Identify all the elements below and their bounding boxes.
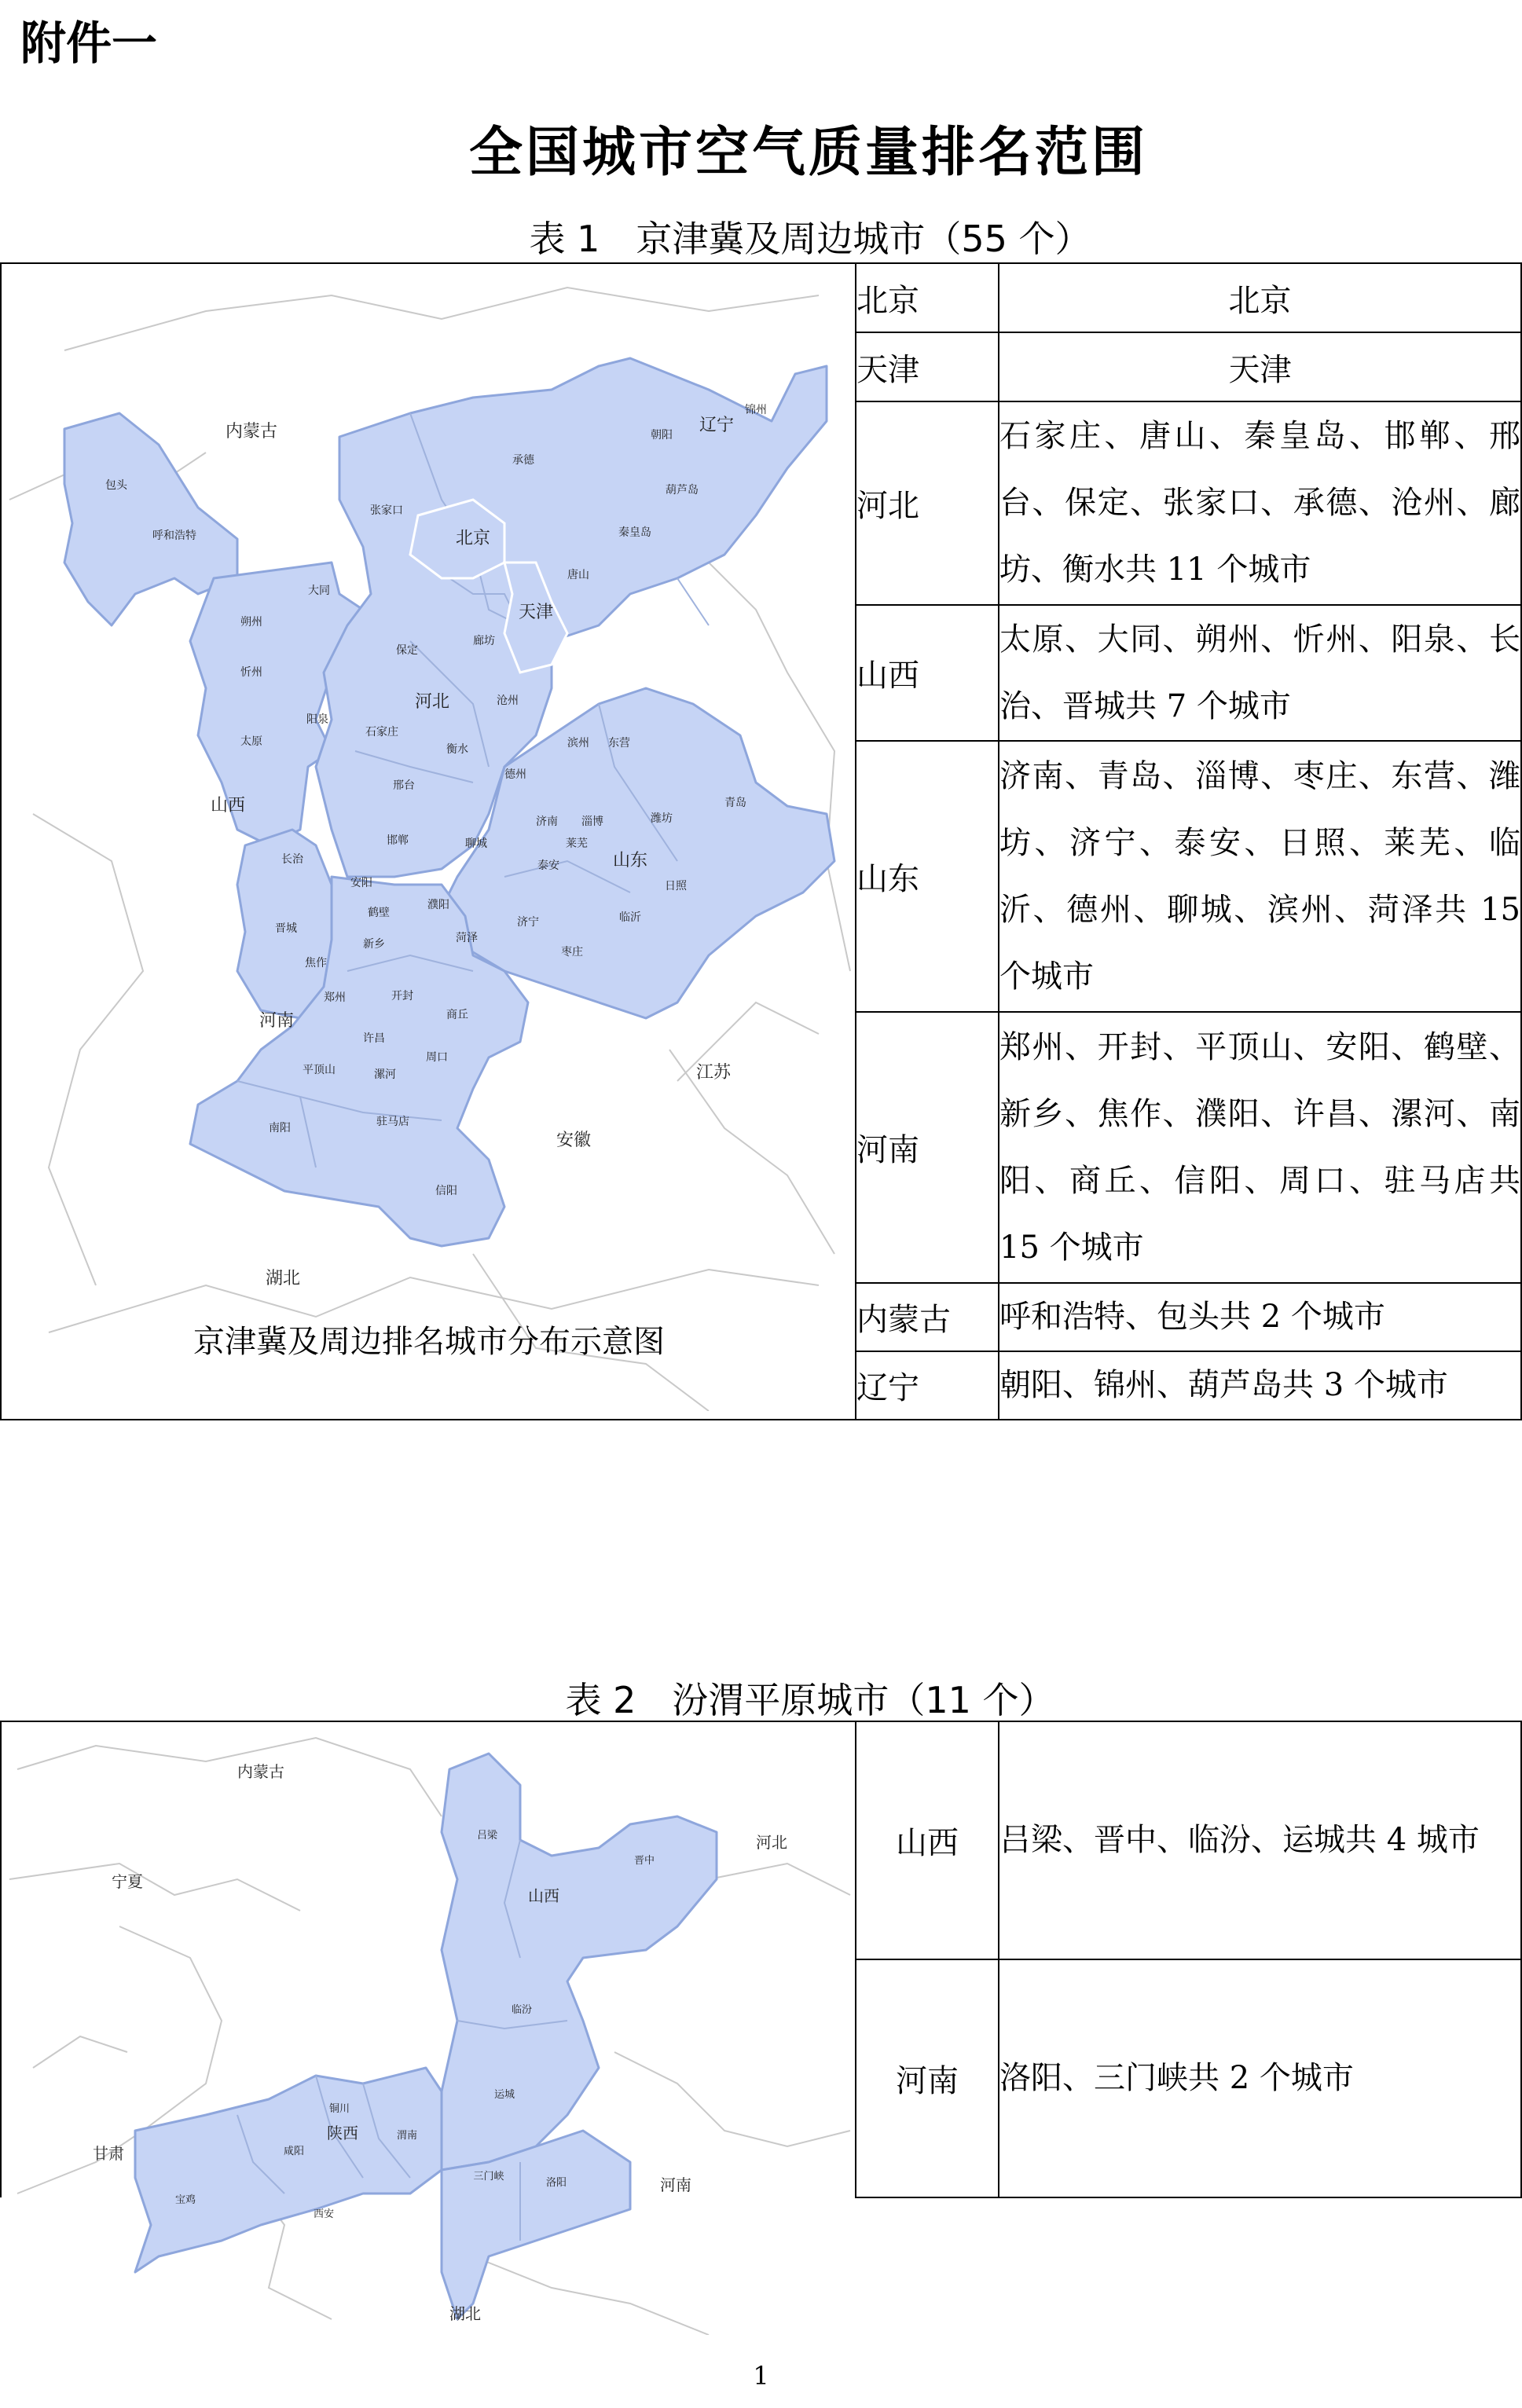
map-city-jinzhong: 晋中 <box>633 1855 655 1867</box>
map-city-taiyuan: 太原 <box>240 735 262 748</box>
map-city-luohe: 漯河 <box>374 1068 396 1081</box>
map-label-henan: 河南 <box>660 2175 691 2194</box>
province-cell: 内蒙古 <box>856 1283 999 1351</box>
map-label-neimenggu: 内蒙古 <box>225 422 278 442</box>
province-cell: 河北 <box>856 401 999 605</box>
map-city-baoji: 宝鸡 <box>174 2194 196 2206</box>
table2-caption: 表 2 汾渭平原城市（11 个） <box>565 1679 1055 1721</box>
map-city-jinan: 济南 <box>536 815 558 828</box>
region-shape-shanxi <box>442 1754 717 2170</box>
map-city-chaoyang: 朝阳 <box>651 429 673 442</box>
map-city-xinxiang: 新乡 <box>363 938 385 951</box>
map-city-taian: 泰安 <box>537 859 559 872</box>
table-row <box>1 1721 1521 1959</box>
fenwei-region-map <box>2 1722 856 2335</box>
map-city-weifang: 潍坊 <box>651 812 673 825</box>
map-label-anhui: 安徽 <box>556 1131 592 1150</box>
map-city-xinzhou: 忻州 <box>240 666 262 679</box>
map-city-tangshan: 唐山 <box>567 569 589 581</box>
map-city-xianyang: 咸阳 <box>283 2146 305 2157</box>
map-label-shandong: 山东 <box>612 851 648 870</box>
map-city-dongying: 东营 <box>608 737 630 750</box>
map-city-heze: 菏泽 <box>456 932 478 944</box>
cities-cell: 天津 <box>999 332 1521 401</box>
map-city-dezhou: 德州 <box>504 768 526 781</box>
map-label-ningxia: 宁夏 <box>112 1872 143 1891</box>
province-cell: 山东 <box>856 741 999 1012</box>
cities-cell: 北京 <box>999 263 1521 332</box>
map-city-zibo: 淄博 <box>581 815 603 828</box>
map-city-zhoukou: 周口 <box>426 1051 448 1064</box>
province-cell: 河南 <box>856 1959 999 2197</box>
map-city-weinan: 渭南 <box>396 2130 418 2142</box>
map-city-baoding: 保定 <box>396 644 418 657</box>
table-row <box>1 263 1521 332</box>
map-city-baotou: 包头 <box>105 479 127 492</box>
map-label-shanxi: 山西 <box>210 796 246 815</box>
map-city-zaozhuang: 枣庄 <box>561 946 583 958</box>
province-cell: 北京 <box>856 263 999 332</box>
map-label-henan: 河南 <box>259 1011 295 1031</box>
map-city-yangquan: 阳泉 <box>306 713 328 726</box>
cities-cell: 郑州、开封、平顶山、安阳、鹤壁、新乡、焦作、濮阳、许昌、漯河、南阳、商丘、信阳、周口、驻马店共 15 个城市 <box>999 1012 1521 1283</box>
map-city-huhehaote: 呼和浩特 <box>152 530 196 542</box>
map-city-langfang: 廊坊 <box>473 635 495 647</box>
map-city-jining: 济宁 <box>517 916 539 929</box>
map-city-shuozhou: 朔州 <box>240 616 262 629</box>
map-label-jiangsu: 江苏 <box>695 1063 732 1083</box>
table1 <box>0 262 1522 1420</box>
map-label-shanxi: 山西 <box>528 1886 559 1905</box>
province-cell: 辽宁 <box>856 1351 999 1420</box>
cities-cell: 太原、大同、朔州、忻州、阳泉、长治、晋城共 7 个城市 <box>999 605 1521 741</box>
map-city-puyang: 濮阳 <box>427 899 449 911</box>
map-city-cangzhou: 沧州 <box>497 695 519 707</box>
map-city-zhumadian: 驻马店 <box>376 1116 409 1128</box>
map-city-sanmenxia: 三门峡 <box>473 2171 504 2183</box>
map-label-hebei: 河北 <box>414 692 450 712</box>
map-city-shijiazhuang: 石家庄 <box>365 726 398 739</box>
map-city-luoyang: 洛阳 <box>545 2177 567 2189</box>
map-city-jiaozuo: 焦作 <box>305 957 327 969</box>
region-shape-shaanxi <box>135 2068 442 2272</box>
map-city-kaifeng: 开封 <box>391 990 413 1002</box>
map-city-qingdao: 青岛 <box>724 797 746 809</box>
map-city-hengshui: 衡水 <box>446 743 468 756</box>
map-caption: 京津冀及周边排名城市分布示意图 <box>193 1324 665 1360</box>
table1-caption: 表 1 京津冀及周边城市（55 个） <box>529 218 1091 260</box>
map-city-yuncheng: 运城 <box>493 2089 515 2101</box>
map-label-liaoning: 辽宁 <box>699 416 735 435</box>
map-label-hebei: 河北 <box>756 1833 787 1852</box>
cities-cell: 呼和浩特、包头共 2 个城市 <box>999 1283 1521 1351</box>
map-city-handan: 邯郸 <box>387 834 409 847</box>
table2 <box>0 1721 1522 2323</box>
map-label-hubei: 湖北 <box>265 1269 301 1288</box>
map-city-zhangjiakou: 张家口 <box>370 504 403 517</box>
map-city-anyang: 安阳 <box>350 877 372 889</box>
map-city-jincheng: 晋城 <box>275 922 297 935</box>
map-city-xingtai: 邢台 <box>393 779 415 792</box>
cities-cell: 朝阳、锦州、葫芦岛共 3 个城市 <box>999 1351 1521 1420</box>
map-city-liaocheng: 聊城 <box>465 837 487 850</box>
map-label-beijing: 北京 <box>455 529 491 548</box>
map-city-rizhao: 日照 <box>665 880 687 892</box>
map-city-changzhi: 长治 <box>281 853 303 866</box>
province-cell: 山西 <box>856 605 999 741</box>
cities-cell: 洛阳、三门峡共 2 个城市 <box>999 1959 1521 2197</box>
map-city-linfen: 临汾 <box>511 2004 533 2016</box>
map-city-xian: 西安 <box>313 2208 335 2220</box>
cities-cell: 吕梁、晋中、临汾、运城共 4 城市 <box>999 1721 1521 1959</box>
map-city-xuchang: 许昌 <box>363 1032 385 1045</box>
page-title: 全国城市空气质量排名范围 <box>468 122 1148 184</box>
map-city-zhengzhou: 郑州 <box>324 991 346 1004</box>
map-city-laiwu: 莱芜 <box>566 837 588 850</box>
map-city-datong: 大同 <box>308 585 330 597</box>
province-cell: 河南 <box>856 1012 999 1283</box>
map-city-shangqiu: 商丘 <box>446 1009 468 1021</box>
map-label-shaanxi: 陕西 <box>327 2124 358 2142</box>
map-label-neimenggu: 内蒙古 <box>237 1762 284 1781</box>
page-number: 1 <box>753 2361 769 2391</box>
province-cell: 天津 <box>856 332 999 401</box>
map-city-hebi: 鹤壁 <box>368 907 390 919</box>
map-city-pingdingshan: 平顶山 <box>303 1064 336 1076</box>
map-city-qinhuangdao: 秦皇岛 <box>618 526 651 539</box>
map-city-huludao: 葫芦岛 <box>666 484 699 497</box>
jjj-region-map <box>2 264 856 1411</box>
cities-cell: 济南、青岛、淄博、枣庄、东营、潍坊、济宁、泰安、日照、莱芜、临沂、德州、聊城、滨州、菏泽共 15 个城市 <box>999 741 1521 1012</box>
map-city-binzhou: 滨州 <box>567 737 589 750</box>
annex-label: 附件一 <box>20 16 158 70</box>
map-label-hubei: 湖北 <box>449 2304 481 2323</box>
map-city-tongchuan: 铜川 <box>328 2103 350 2115</box>
map-city-linyi: 临沂 <box>619 911 641 924</box>
map-city-xinyang: 信阳 <box>435 1185 457 1197</box>
cities-cell: 石家庄、唐山、秦皇岛、邯郸、邢台、保定、张家口、承德、沧州、廊坊、衡水共 11 个城市 <box>999 401 1521 605</box>
table2-map-cell <box>1 1721 856 2323</box>
map-label-gansu: 甘肃 <box>93 2144 124 2163</box>
province-cell: 山西 <box>856 1721 999 1959</box>
map-city-jinzhou: 锦州 <box>745 404 767 416</box>
map-city-lvliang: 吕梁 <box>476 1830 498 1842</box>
table1-map-cell <box>1 263 856 1420</box>
map-label-tianjin: 天津 <box>518 603 554 622</box>
map-city-nanyang: 南阳 <box>269 1122 291 1134</box>
map-city-chengde: 承德 <box>512 454 534 467</box>
